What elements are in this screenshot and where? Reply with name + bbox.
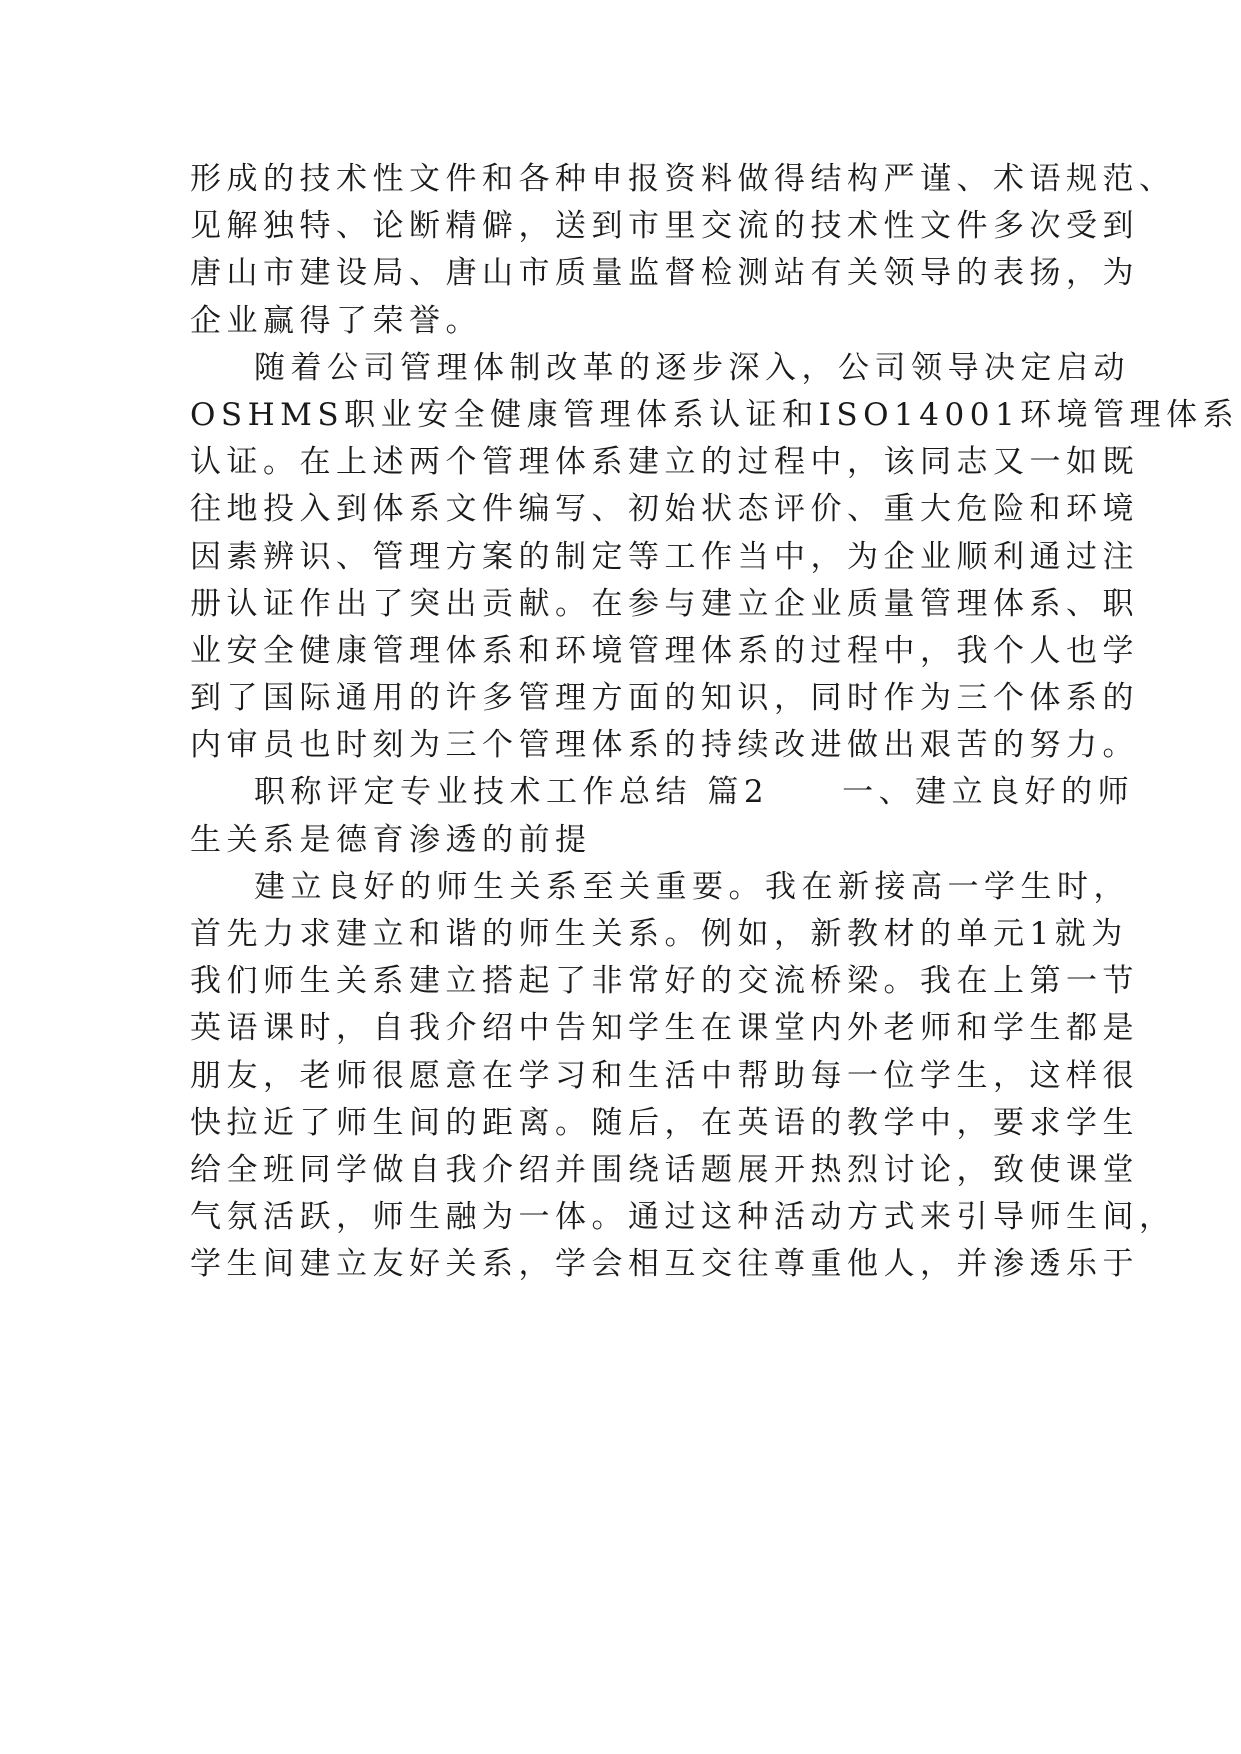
text-line: 英语课时，自我介绍中告知学生在课堂内外老师和学生都是	[190, 1010, 1139, 1047]
text-line: 见解独特、论断精僻，送到市里交流的技术性文件多次受到	[190, 208, 1139, 245]
text-line: 快拉近了师生间的距离。随后，在英语的教学中，要求学生	[190, 1104, 1139, 1141]
text-line: 到了国际通用的许多管理方面的知识，同时作为三个体系的	[190, 680, 1139, 717]
text-line: 业安全健康管理体系和环境管理体系的过程中，我个人也学	[190, 632, 1139, 669]
text-line: 生关系是德育渗透的前提	[190, 821, 592, 858]
text-line: 气氛活跃，师生融为一体。通过这种活动方式来引导师生间，	[190, 1199, 1176, 1236]
text-line: 认证。在上述两个管理体系建立的过程中，该同志又一如既	[190, 444, 1139, 481]
text-line: 建立良好的师生关系至关重要。我在新接高一学生时，	[254, 868, 1130, 905]
text-line: 职称评定专业技术工作总结 篇2 一、建立良好的师	[254, 774, 1135, 811]
text-line: 我们师生关系建立搭起了非常好的交流桥梁。我在上第一节	[190, 963, 1139, 1000]
text-line: 首先力求建立和谐的师生关系。例如，新教材的单元1就为	[190, 916, 1128, 952]
text-line: 朋友，老师很愿意在学习和生活中帮助每一位学生，这样很	[190, 1057, 1139, 1094]
text-line: 因素辨识、管理方案的制定等工作当中，为企业顺利通过注	[190, 538, 1139, 575]
text-line: 唐山市建设局、唐山市质量监督检测站有关领导的表扬，为	[190, 255, 1139, 292]
text-line: 形成的技术性文件和各种申报资料做得结构严谨、术语规范、	[190, 161, 1176, 197]
text-line: 企业赢得了荣誉。	[190, 302, 482, 339]
text-line: 给全班同学做自我介绍并围绕话题展开热烈讨论，致使课堂	[190, 1151, 1139, 1188]
text-line: 往地投入到体系文件编写、初始状态评价、重大危险和环境	[190, 491, 1139, 528]
document-body	[190, 156, 1240, 1289]
text-line: 随着公司管理体制改革的逐步深入，公司领导决定启动	[254, 349, 1130, 386]
text-line: 册认证作出了突出贡献。在参与建立企业质量管理体系、职	[190, 585, 1139, 622]
text-line: 学生间建立友好关系，学会相互交往尊重他人，并渗透乐于	[190, 1246, 1139, 1283]
text-line: OSHMS职业安全健康管理体系认证和ISO14001环境管理体系	[190, 396, 1240, 433]
text-line: 内审员也时刻为三个管理体系的持续改进做出艰苦的努力。	[190, 727, 1139, 764]
